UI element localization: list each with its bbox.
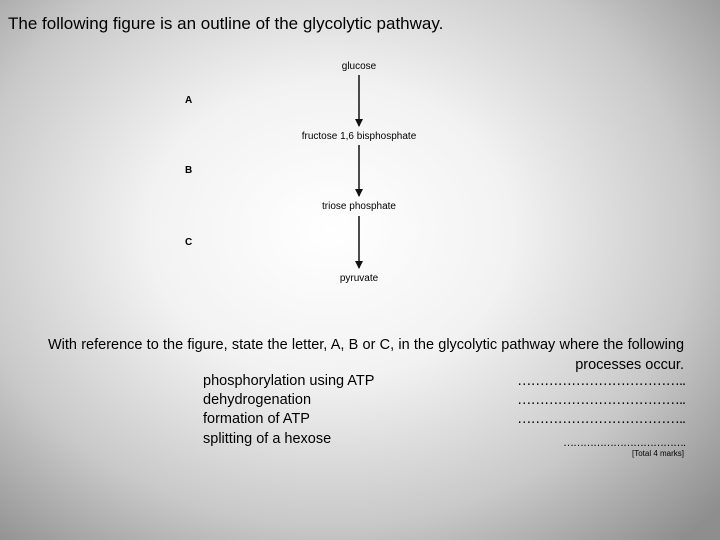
process-label: formation of ATP bbox=[203, 411, 310, 427]
compound-fructose-bisphosphate: fructose 1,6 bisphosphate bbox=[301, 131, 417, 142]
step-label-c: C bbox=[185, 237, 193, 248]
step-label-b: B bbox=[185, 165, 193, 176]
answer-line[interactable]: ……………………………….. bbox=[516, 411, 685, 427]
process-label: splitting of a hexose bbox=[203, 431, 332, 447]
process-label: phosphorylation using ATP bbox=[203, 373, 375, 389]
letter-a: A bbox=[330, 337, 341, 353]
total-marks: [Total 4 marks] bbox=[631, 449, 684, 458]
answer-line[interactable]: ……………………………….. bbox=[516, 373, 685, 389]
question-intro: With reference to the figure, state the letter, A, B or C, in the glycolytic pathway where the following processes occur. bbox=[48, 337, 685, 373]
letter-b: B bbox=[348, 337, 359, 353]
answer-line[interactable]: ……………………………….. bbox=[516, 392, 685, 408]
compound-pyruvate: pyruvate bbox=[339, 273, 379, 284]
step-label-a: A bbox=[185, 95, 193, 106]
compound-glucose: glucose bbox=[341, 61, 377, 72]
compound-triose-phosphate: triose phosphate bbox=[322, 201, 396, 212]
question-item bbox=[203, 392, 685, 412]
question-item bbox=[203, 411, 685, 431]
answer-line[interactable]: ………………………………. bbox=[562, 437, 685, 449]
letter-c: C bbox=[379, 337, 391, 353]
process-label: dehydrogenation bbox=[203, 392, 312, 408]
question-item bbox=[203, 431, 685, 451]
question-item bbox=[203, 373, 685, 393]
page-heading: The following figure is an outline of the glycolytic pathway. bbox=[8, 14, 444, 33]
